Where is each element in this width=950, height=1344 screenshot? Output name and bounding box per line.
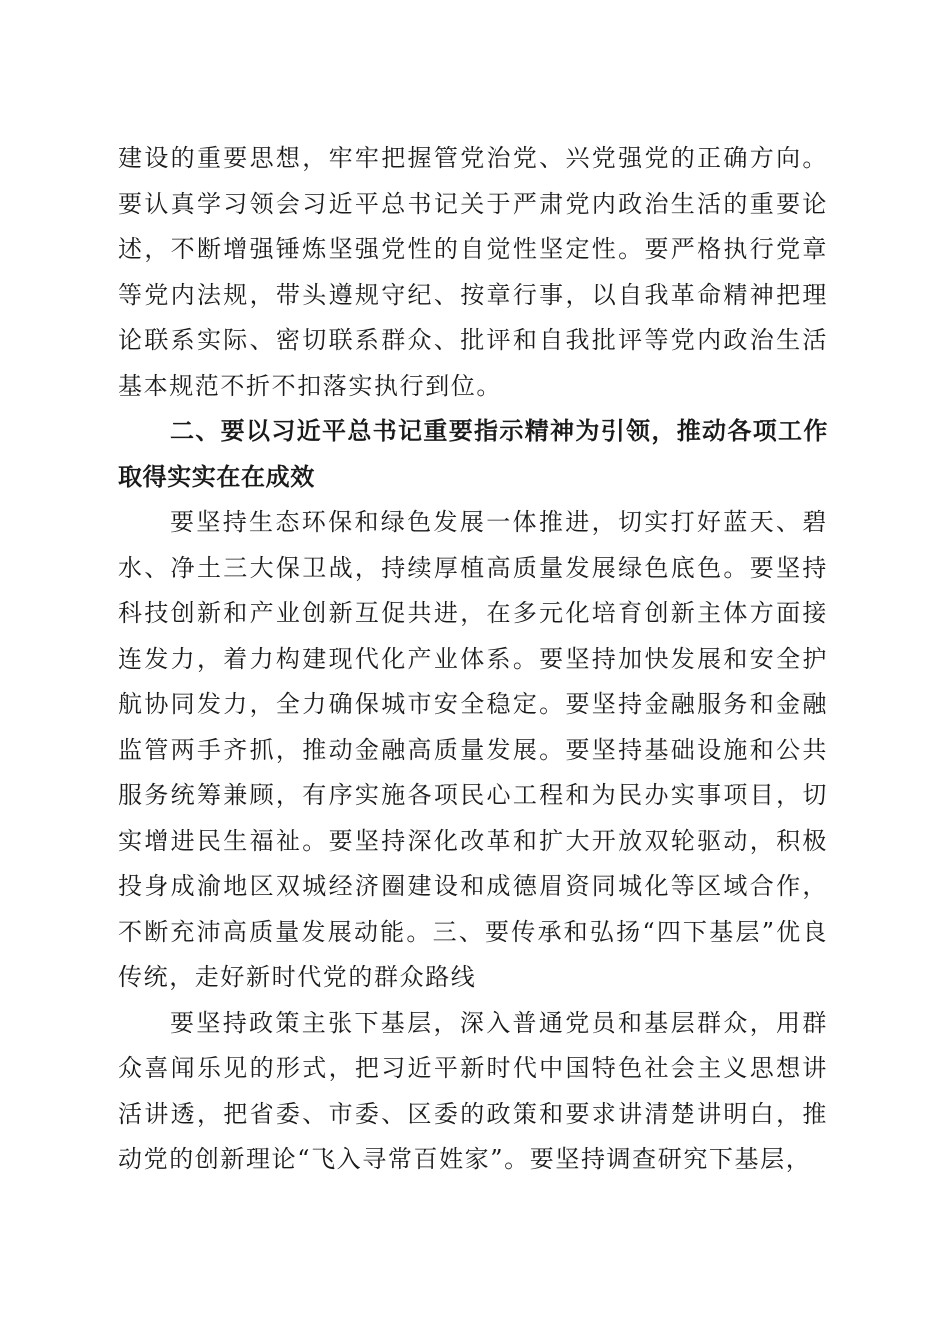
paragraph-development-tasks: 要坚持生态环保和绿色发展一体推进，切实打好蓝天、碧水、净土三大保卫战，持续厚植高质量发展绿色底色。要坚持科技创新和产业创新互促共进，在多元化培育创新主体方面接连发力，着力构建现代化产业体系。要坚持加快发展和安全护航协同发力，全力确保城市安全稳定。要坚持金融服务和金融监管两手齐抓，推动金融高质量发展。要坚持基础设施和公共服务统筹兼顾，有序实施各项民心工程和为民办实事项目，切实增进民生福祉。要坚持深化改革和扩大开放双轮驱动，积极投身成渝地区双城经济圈建设和成德眉资同城化等区域合作，不断充沛高质量发展动能。三、要传承和弘扬“四下基层”优良传统，走好新时代党的群众路线 bbox=[118, 508, 828, 991]
paragraph-grassroots: 要坚持政策主张下基层，深入普通党员和基层群众，用群众喜闻乐见的形式，把习近平新时代中国特色社会主义思想讲活讲透，把省委、市委、区委的政策和要求讲清楚讲明白，推动党的创新理论“飞入寻常百姓家”。要坚持调查研究下基层， bbox=[118, 1008, 828, 1173]
paragraph-party-building: 建设的重要思想，牢牢把握管党治党、兴党强党的正确方向。要认真学习领会习近平总书记关于严肃党内政治生活的重要论述，不断增强锤炼坚强党性的自觉性坚定性。要严格执行党章等党内法规，带头遵规守纪、按章行事，以自我革命精神把理论联系实际、密切联系群众、批评和自我批评等党内政治生活基本规范不折不扣落实执行到位。 bbox=[118, 144, 828, 400]
document-body bbox=[118, 136, 828, 1183]
section-heading-two: 二、要以习近平总书记重要指示精神为引领，推动各项工作取得实实在在成效 bbox=[118, 417, 828, 491]
